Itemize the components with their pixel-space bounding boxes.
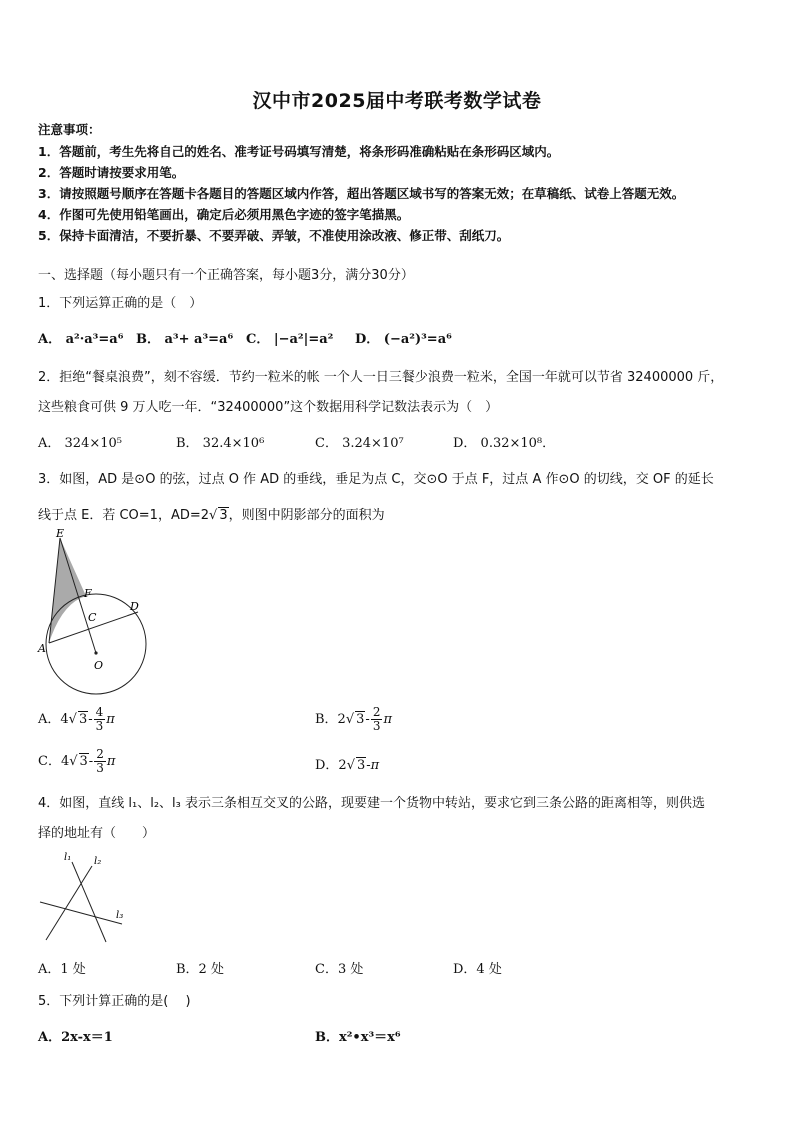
page-title: 汉中市2025届中考联考数学试卷 [252,90,542,112]
line-l3 [40,902,122,924]
question-2-option-a: A． 324×10⁵ [38,436,122,451]
option-d-coef: D．2 [315,758,347,773]
label-o: O [94,659,104,672]
question-1-option-d: D． (−a²)³=a⁶ [355,332,452,347]
question-3-option-a: A．4√ 3- $\frac{4}{3}$ π [38,705,115,733]
question-1-stem: 1．下列运算正确的是（ ） [38,296,203,311]
question-2-option-d: D． 0.32×10⁸． [453,436,556,451]
option-c-fraction [94,748,106,775]
label-l3: l₃ [116,910,124,921]
question-4-option-b: B．2 处 [176,962,224,977]
option-c-minus: - [88,754,94,769]
question-1-option-b: B． a³+ a³=a⁶ [136,332,234,347]
label-c: C [88,611,97,624]
notice-item-4: 4．作图可先使用铅笔画出，确定后必须用黑色字迹的签字笔描黑。 [38,207,410,222]
question-2-option-b: B． 32.4×10⁶ [176,436,265,451]
option-d-pi: -π [366,758,380,773]
question-2-line-1: 2．拒绝“餐桌浪费”，刻不容缓．节约一粒米的帐 一个人一日三餐少浪费一粒米，全国一年就可以节省 32400000 斤， [38,370,724,385]
option-b-minus: - [365,712,370,727]
question-4-line-1: 4．如图，直线 l₁、l₂、l₃ 表示三条相互交叉的公路，现要建一个货物中转站，要求它到三条公路的距离相等，则供选 [38,796,706,811]
question-2-option-c: C． 3.24×10⁷ [315,436,404,451]
notice-item-2: 2．答题时请按要求用笔。 [38,165,185,180]
option-a-radicand: 3 [78,712,88,727]
option-a-minus: - [88,712,93,727]
question-5-option-b: B．x²•x³＝x⁶ [315,1030,401,1045]
option-d-radicand: 3 [357,758,366,773]
point-o [94,651,97,654]
notice-item-1: 1．答题前，考生先将自己的姓名、准考证号码填写清楚，将条形码准确粘贴在条形码区域内。 [38,144,560,159]
label-l1: l₁ [64,852,72,863]
question-4-option-d: D．4 处 [453,962,502,977]
section-choice-heading: 一、选择题（每小题只有一个正确答案，每小题3分，满分30分） [38,268,414,283]
notice-item-3: 3．请按照题号顺序在答题卡各题目的答题区域内作答，超出答题区域书写的答案无效；在草稿纸、试卷上答题无效。 [38,186,685,201]
question-1-option-a: A． a²·a³=a⁶ [38,332,124,347]
circle-tangent-figure [34,528,154,700]
question-3-option-c: C．4√ 3- $\frac{2}{3}$ π [38,747,116,775]
option-b-denominator: 3 [372,719,381,733]
option-b-fraction [371,706,383,733]
label-d: D [130,600,139,613]
option-a-fraction [94,706,106,733]
question-5-option-a: A．2x-x＝1 [38,1030,113,1045]
question-3-line-2-rest: ，则图中阴影部分的面积为 [228,508,385,523]
question-3-line-2: 线于点 E．若 CO=1，AD=2√ 3，则图中阴影部分的面积为 [38,508,385,523]
question-1-option-c: C． |−a²|=a² [246,332,334,347]
question-2-line-2: 这些粮食可供 9 万人吃一年．“32400000”这个数据用科学记数法表示为（ ） [38,400,499,415]
question-4-option-c: C．3 处 [315,962,364,977]
question-5-stem: 5．下列计算正确的是( ) [38,994,191,1009]
notice-item-5: 5．保持卡面清洁，不要折暴、不要弄破、弄皱，不准使用涂改液、修正带、刮纸刀。 [38,228,510,243]
three-lines-figure [36,848,132,944]
question-3-option-b: B．2√ 3- $\frac{2}{3}$ π [315,705,392,733]
question-4-option-a: A．1 处 [38,962,86,977]
label-e: E [56,528,65,540]
question-3-line-2-text: 线于点 E．若 CO=1，AD=2 [38,508,210,523]
option-b-pi: π [383,712,392,727]
sqrt-radicand: 3 [219,508,228,523]
question-3-option-d: D．2√ 3-π [315,758,380,773]
option-b-radicand: 3 [356,712,365,727]
option-a-coef: A．4 [38,712,69,727]
question-4-line-2: 择的地址有（ ） [38,826,156,841]
option-b-coef: B．2 [315,712,346,727]
line-l1 [72,862,106,942]
option-c-radicand: 3 [79,754,88,769]
option-a-denominator: 3 [95,719,104,733]
line-l2 [46,866,92,940]
question-3-line-1: 3．如图，AD 是⊙O 的弦，过点 O 作 AD 的垂线，垂足为点 C，交⊙O 于点 F，过点 A 作⊙O 的切线，交 OF 的延长 [38,472,714,487]
label-l2: l₂ [94,856,102,867]
notice-heading: 注意事项： [38,122,101,137]
label-a: A [38,642,46,655]
option-b-numerator: 2 [372,705,381,719]
option-c-numerator: 2 [96,747,104,761]
option-a-numerator: 4 [95,705,104,719]
option-c-pi: π [106,754,116,769]
option-c-coef: C．4 [38,754,70,769]
option-a-pi: π [106,712,115,727]
label-f: F [84,587,92,600]
option-c-denominator: 3 [96,761,104,775]
